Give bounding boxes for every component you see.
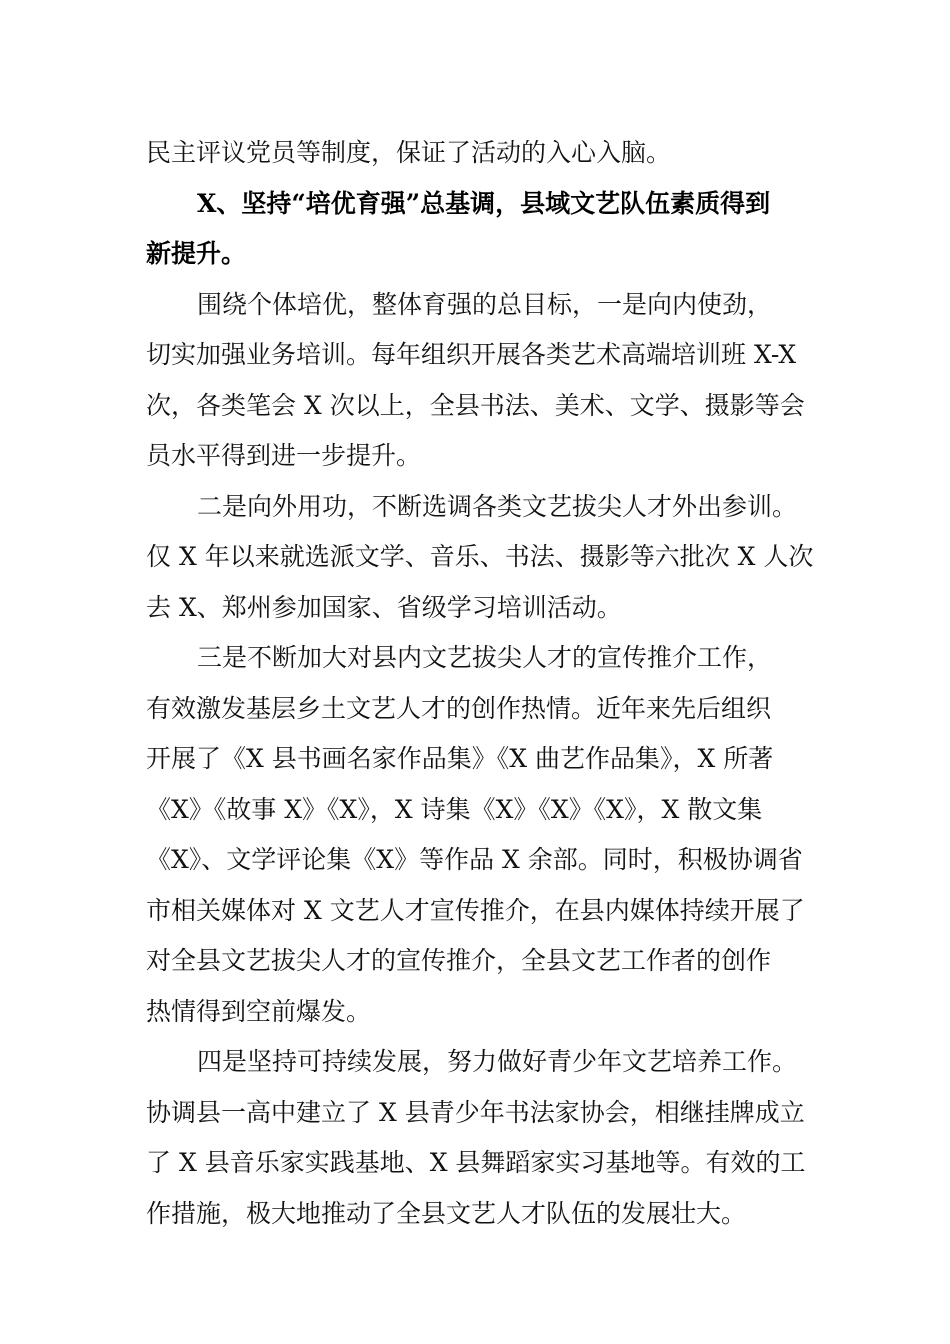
paragraph-first-line: 二是向外用功，不断选调各类文艺拔尖人才外出参训。 [197, 491, 798, 521]
document-body [146, 128, 826, 1239]
paragraph-first-line: 四是坚持可持续发展，努力做好青少年文艺培养工作。 [197, 1047, 798, 1076]
body-line: 员水平得到进一步提升。 [146, 441, 422, 470]
section-heading-line: 新提升。 [146, 239, 247, 268]
body-line: 开展了《X 县书画名家作品集》《X 曲艺作品集》，X 所著 [146, 744, 774, 773]
body-line: 切实加强业务培训。每年组织开展各类艺术高端培训班 X-X [146, 340, 797, 369]
body-line: 作措施，极大地推动了全县文艺人才队伍的发展壮大。 [146, 1198, 747, 1228]
body-line: 了 X 县音乐家实践基地、X 县舞蹈家实习基地等。有效的工 [146, 1148, 806, 1177]
body-line: 市相关媒体对 X 文艺人才宣传推介，在县内媒体持续开展了 [146, 895, 805, 925]
body-line: 协调县一高中建立了 X 县青少年书法家协会，相继挂牌成立 [146, 1097, 805, 1127]
body-line: 次，各类笔会 X 次以上，全县书法、美术、文学、摄影等会 [146, 390, 805, 420]
section-heading-line: X、坚持“培优育强”总基调，县域文艺队伍素质得到 [197, 188, 771, 218]
body-line: 有效激发基层乡土文艺人才的创作热情。近年来先后组织 [146, 693, 772, 723]
body-line: 热情得到空前爆发。 [146, 996, 372, 1026]
paragraph-first-line: 三是不断加大对县内文艺拔尖人才的宣传推介工作， [197, 643, 773, 672]
paragraph-first-line: 围绕个体培优，整体育强的总目标，一是向内使劲， [197, 289, 773, 319]
body-line: 《X》《故事 X》《X》，X 诗集《X》《X》《X》，X 散文集 [146, 794, 763, 824]
body-line: 仅 X 年以来就选派文学、音乐、书法、摄影等六批次 X 人次 [146, 542, 814, 571]
body-line: 对全县文艺拔尖人才的宣传推介，全县文艺工作者的创作 [146, 946, 772, 975]
body-line: 《X》、文学评论集《X》等作品 X 余部。同时，积极协调省 [146, 845, 803, 874]
body-line: 去 X、郑州参加国家、省级学习培训活动。 [146, 592, 622, 622]
body-line: 民主评议党员等制度，保证了活动的入心入脑。 [146, 138, 672, 167]
